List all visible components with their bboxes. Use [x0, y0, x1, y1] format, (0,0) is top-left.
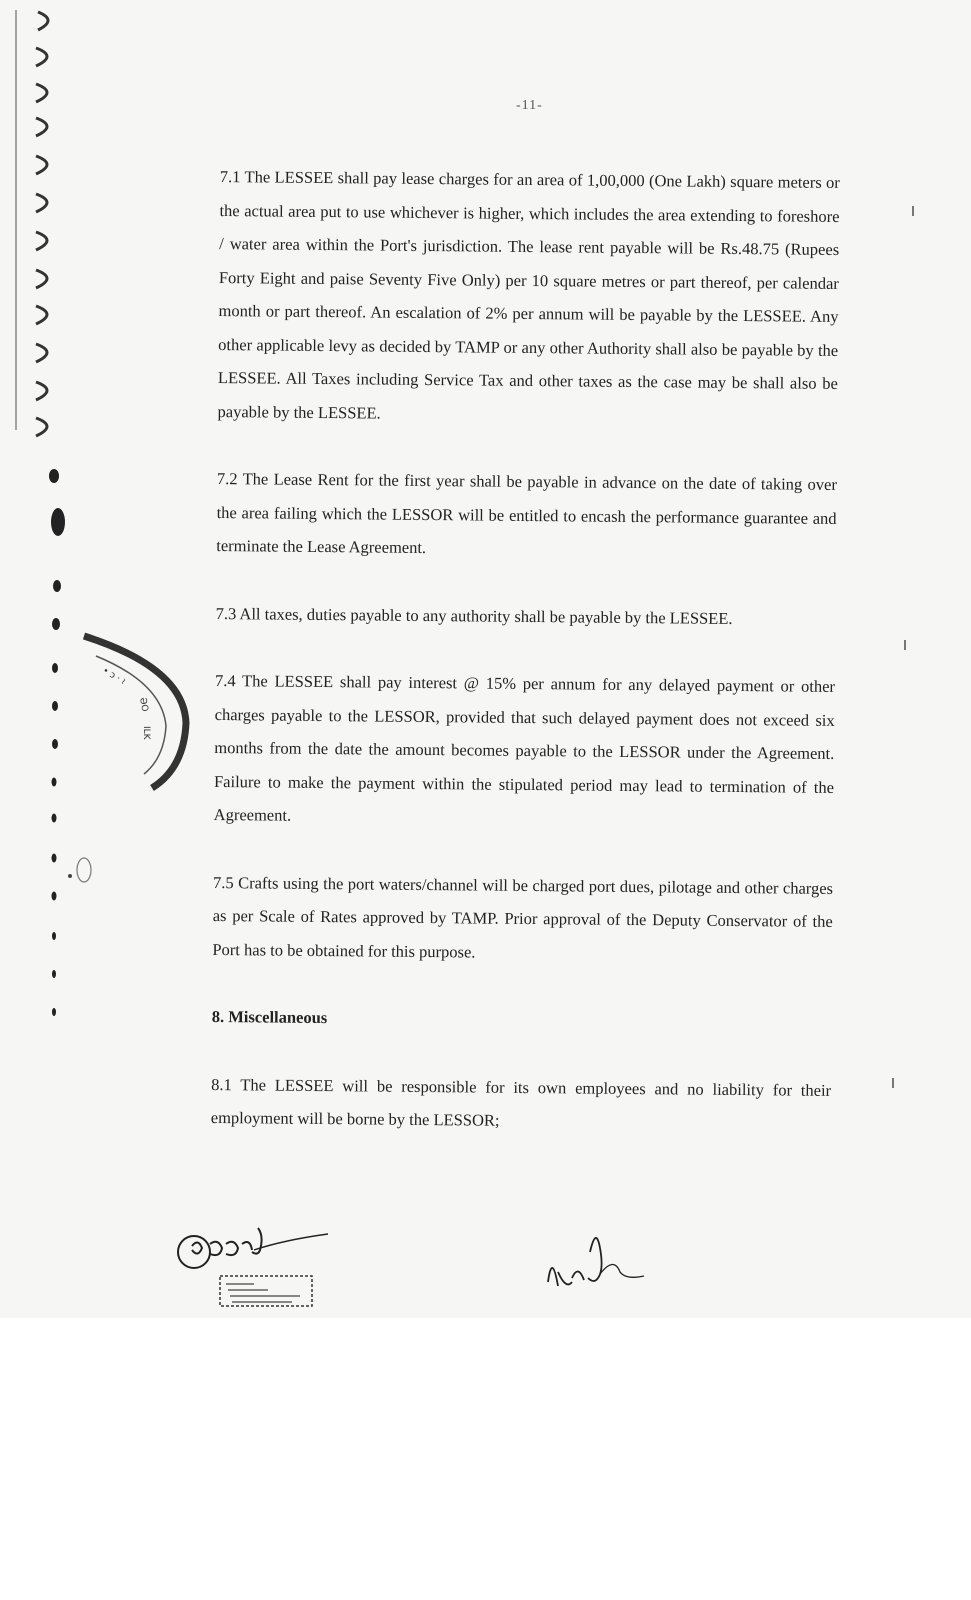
seal-stamp-icon: [74, 628, 199, 793]
clause-7-1: 7.1 The LESSEE shall pay lease charges for an area of 1,00,000 (One Lakh) square meters or the actual area put to use whichever is higher, which includes the area extending to foreshore / water area within the Port's jurisdiction. The lease rent payable will be Rs.48.75 (Rupees Forty Eight and paise Seventy Five Only) per 10 square metres or part thereof, per calendar month or part thereof. An escalation of 2% per annum will be payable by the LESSEE. Any other applicable levy as decided by TAMP or any other Authority shall also be payable by the LESSEE. All Taxes including Service Tax and other taxes as the case may be shall also be payable by the LESSEE.: [217, 166, 840, 423]
svg-text:ƏO: ƏO: [137, 696, 150, 713]
svg-text:ILK: ILK: [141, 726, 151, 740]
clause-8-1: 8.1 The LESSEE will be responsible for its own employees and no liability for their employment will be borne by the LESSOR;: [210, 1074, 832, 1130]
section-heading: 8. Miscellaneous: [211, 1006, 328, 1028]
margin-mark: [912, 206, 914, 216]
spiral-binding: [8, 0, 68, 1318]
page-number: -11-: [516, 98, 543, 113]
clause-7-5: 7.5 Crafts using the port waters/channel will be charged port dues, pilotage and other charges as per Scale of Rates approved by TAMP. Prior approval of the Deputy Conservator of the Port has to be obtained for this purpose.: [212, 872, 834, 961]
margin-mark: [892, 1078, 894, 1088]
clause-7-2: 7.2 The Lease Rent for the first year shall be payable in advance on the date of taking over the area failing which the LESSOR will be entitled to encash the performance guarantee and terminate the Lease Agreement.: [216, 468, 838, 557]
svg-text:• ↄ · ≀: • ↄ · ≀: [100, 665, 128, 688]
signatures: [170, 1222, 670, 1314]
signature-left: [178, 1228, 328, 1268]
signature-right: [548, 1238, 644, 1286]
ink-mark-icon: [62, 854, 102, 888]
clause-7-3: 7.3 All taxes, duties payable to any authority shall be payable by the LESSEE.: [215, 603, 733, 628]
clause-7-4: 7.4 The LESSEE shall pay interest @ 15% per annum for any delayed payment or other charges payable to the LESSOR, provided that such delayed payment does not exceed six months from the date the amount becomes payable to the LESSOR under the Agreement. Failure to make the payment within the stipulated period may lead to termination of the Agreement.: [213, 670, 836, 825]
clause-list: [210, 160, 840, 1174]
margin-mark: [904, 640, 906, 650]
